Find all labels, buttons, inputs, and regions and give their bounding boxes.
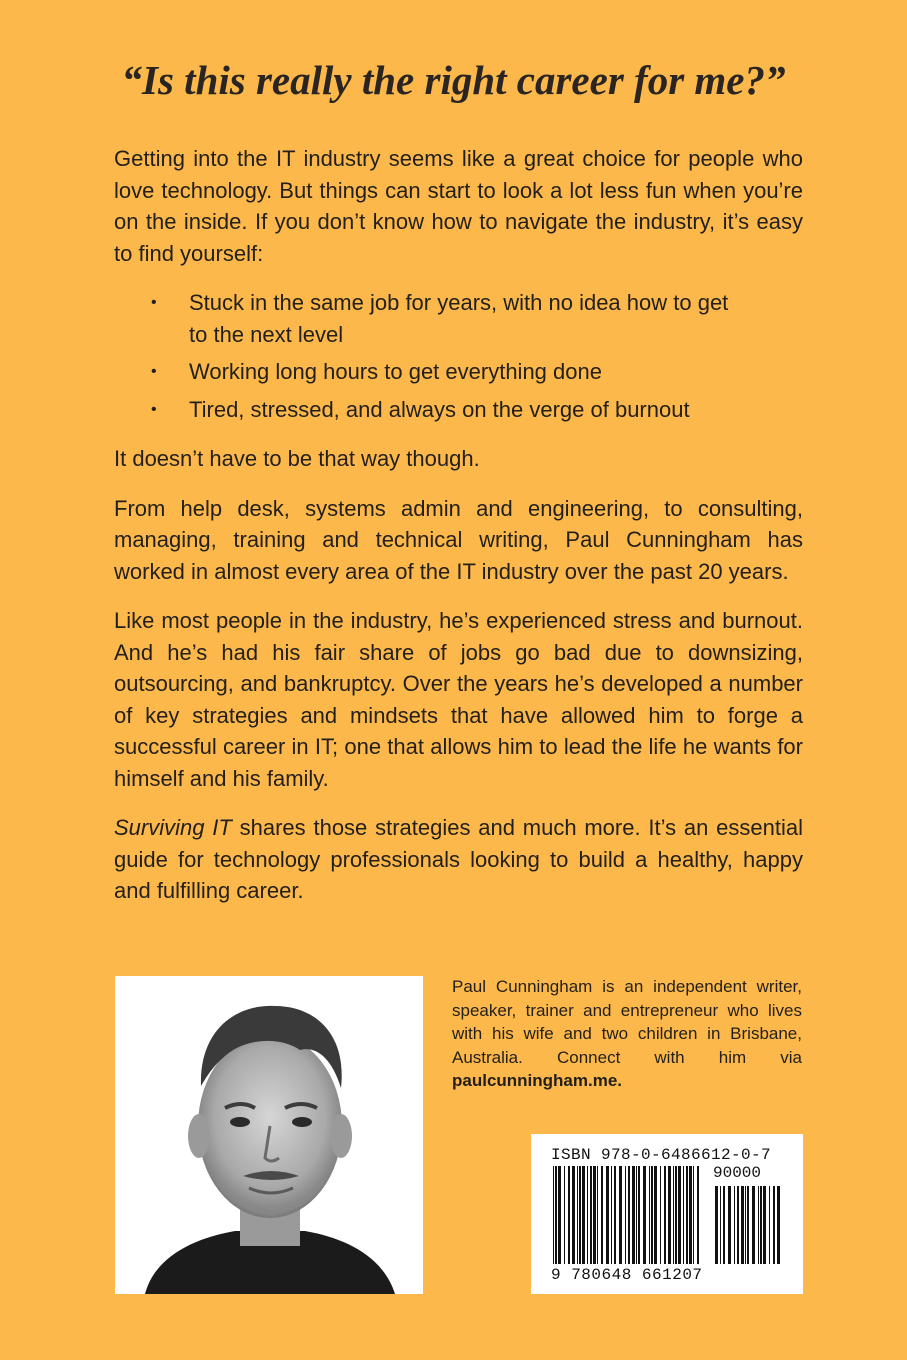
author-photo [115,976,423,1294]
barcode-bar [686,1166,688,1264]
barcode-bar [745,1186,746,1264]
barcode-bar [723,1186,725,1264]
barcode-bar [564,1166,565,1264]
barcode-bar [747,1186,749,1264]
barcode-bar [734,1186,735,1264]
author-bio: Paul Cunningham is an independent writer, speaker, trainer and entrepreneur who lives with his wife and two children in Brisbane, Australia. Connect with him via paulcunningham.me. [452,977,802,1090]
headline: “Is this really the right career for me?” [121,57,786,103]
barcode-bar [590,1166,592,1264]
barcode-bar [579,1166,581,1264]
barcode-bar [601,1166,603,1264]
bullet-dot: • [151,400,157,418]
barcode-bar [664,1166,666,1264]
barcode-bar [678,1166,681,1264]
barcode-bar [777,1186,780,1264]
barcode-bar [611,1166,612,1264]
not-that-way-paragraph: It doesn’t have to be that way though. [114,446,480,471]
experience-paragraph: Like most people in the industry, he’s experienced stress and burnout. And he’s had his fair share of jobs go bad due to downsizing, outsourcing, and bankruptcy. Over the years he’s developed a number of key strategies and mindsets that have allowed him to forge a successful career in IT; one that allows him to lead the life he wants for himself and his family. [114,608,803,791]
barcode-bar [606,1166,609,1264]
bullet-dot: • [151,294,157,311]
barcode-bar [758,1186,759,1264]
barcode-bar [568,1166,570,1264]
barcode-bar [720,1186,721,1264]
barcode-bar [683,1166,684,1264]
bullet-list [114,287,803,425]
barcode-bar [572,1166,575,1264]
barcode-bar [636,1166,637,1264]
barcode-bar [643,1166,646,1264]
barcode-bar [632,1166,635,1264]
book-summary-paragraph: Surviving IT shares those strategies and much more. It’s an essential guide for technology professionals looking to build a healthy, happy and fulfilling career. [114,815,803,903]
barcode-bar [673,1166,674,1264]
barcode-bar [728,1186,731,1264]
isbn-label: ISBN 978-0-6486612-0-7 [551,1146,772,1164]
author-portrait-illustration [115,976,423,1294]
barcode-bar [737,1186,739,1264]
barcode-bar [625,1166,626,1264]
barcode-bar [675,1166,677,1264]
barcode-bar [773,1186,775,1264]
bullet-item: • Stuck in the same job for years, with no idea how to get to the next level [189,287,734,350]
barcode-bar [553,1166,554,1264]
barcode-bar [614,1166,616,1264]
barcode-bar [587,1166,588,1264]
book-title: Surviving IT [114,815,232,840]
barcode-bar [693,1166,694,1264]
barcode-bar [668,1166,671,1264]
back-cover-copy [114,143,803,925]
barcode-bar [741,1186,744,1264]
barcode-bar [582,1166,585,1264]
intro-paragraph: Getting into the IT industry seems like a great choice for people who love technology. But things can start to look a lot less fun when you’re on the inside. If you don’t know how to navigate the industry, it’s easy to find yourself: [114,146,803,266]
bullet-item: • Tired, stressed, and always on the verge of burnout [189,394,734,426]
barcode-bar [760,1186,762,1264]
bullet-item: • Working long hours to get everything done [189,356,734,388]
barcode-bar [763,1186,766,1264]
barcode-bar [715,1186,718,1264]
barcode-bar [638,1166,640,1264]
barcode-bar [649,1166,650,1264]
bullet-dot: • [151,363,157,380]
price-code: 90000 [713,1164,762,1182]
barcode-bar [558,1166,561,1264]
barcode-bar [555,1166,557,1264]
barcode-bar [769,1186,770,1264]
barcode-bar [593,1166,596,1264]
ean-digits: 9 780648 661207 [551,1266,703,1284]
barcode-bar [697,1166,699,1264]
barcode-bar [752,1186,755,1264]
barcode-bar [577,1166,578,1264]
barcode-bar [660,1166,661,1264]
isbn-barcode [531,1134,803,1294]
barcode-bar [619,1166,622,1264]
barcode-bar [689,1166,692,1264]
career-paragraph: From help desk, systems admin and engineering, to consulting, managing, training and technical writing, Paul Cunningham has worked in almost every area of the IT industry over the past 20 years. [114,495,803,584]
barcode-bar [628,1166,630,1264]
barcode-bar [651,1166,653,1264]
barcode-bar [597,1166,598,1264]
barcode-bar [654,1166,657,1264]
author-website: paulcunningham.me. [452,1071,623,1090]
